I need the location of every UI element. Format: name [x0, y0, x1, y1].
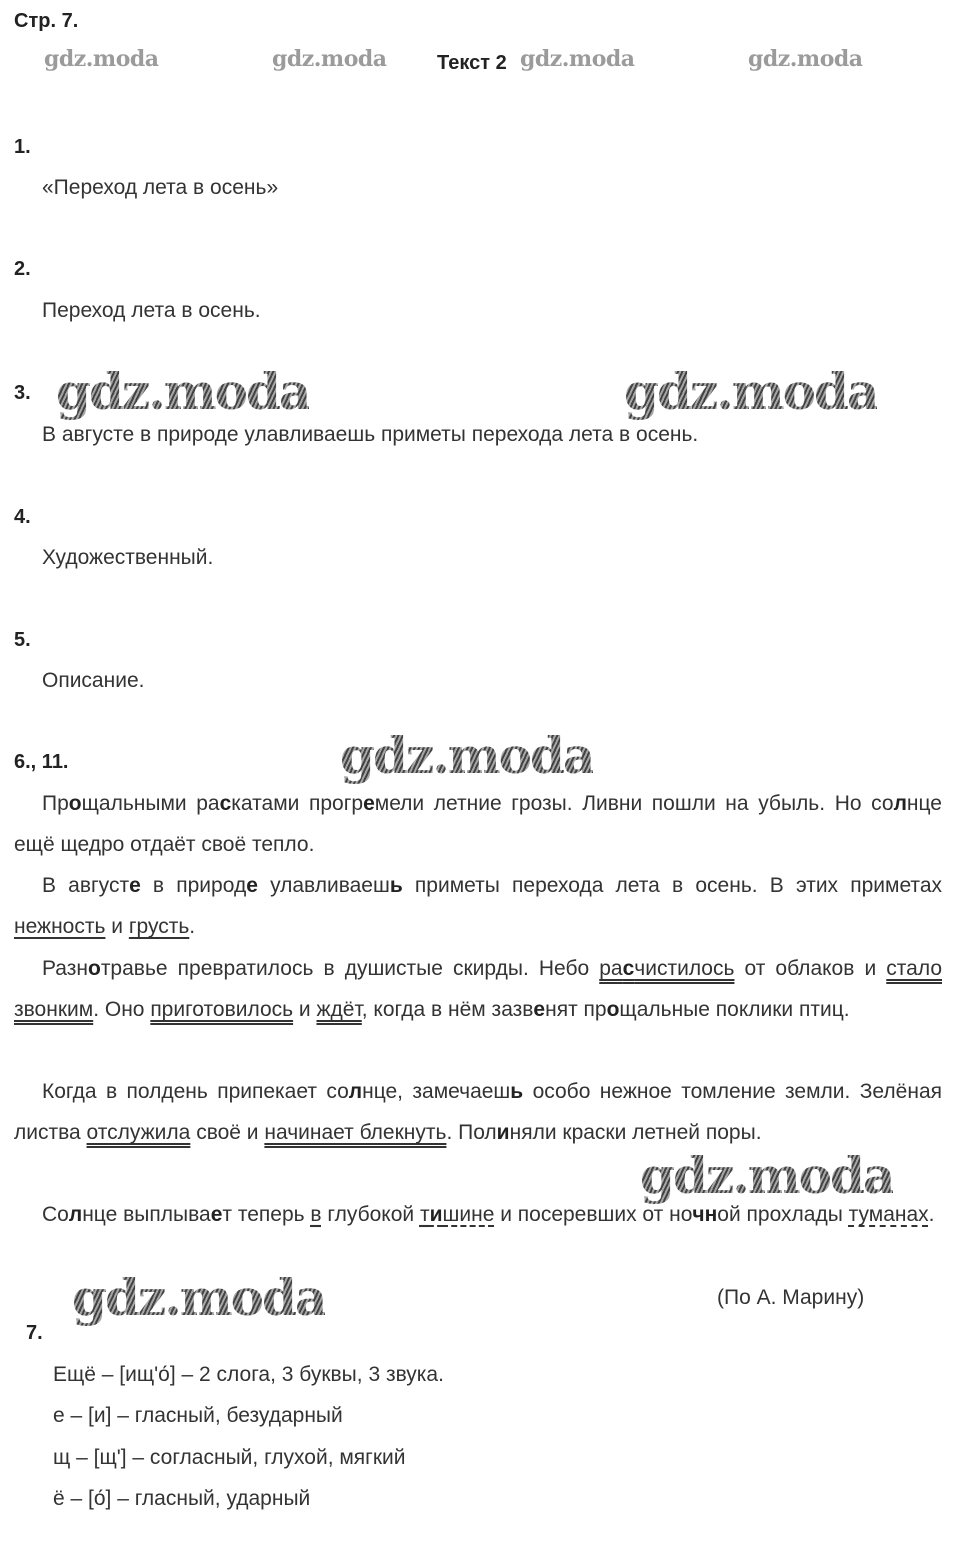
answer-text: Переход лета в осень.: [42, 299, 261, 322]
answer-number: 2.: [14, 258, 31, 280]
phonetic-line: щ – [щ'] – согласный, глухой, мягкий: [53, 1446, 406, 1469]
text-paragraph-4: Когда в полдень припекает солнце, замечаешь особо нежное томление земли. Зелёная листва отслужила своё и начинает блекнуть. Полиняли краски летней поры.: [14, 1080, 942, 1145]
watermark: gdz.moda: [72, 1268, 326, 1327]
answer-number: 5.: [14, 629, 31, 651]
watermark: gdz.moda: [520, 46, 635, 72]
watermark: gdz.moda: [340, 726, 594, 785]
answer-text: Художественный.: [42, 546, 214, 569]
answer-text: «Переход лета в осень»: [42, 176, 279, 199]
answer-number: 1.: [14, 136, 31, 158]
phonetic-line: е – [и] – гласный, безударный: [53, 1404, 343, 1427]
answer-text: Описание.: [42, 669, 145, 692]
answer-text: В августе в природе улавливаешь приметы перехода лета в осень.: [42, 423, 699, 446]
text-paragraph-5: Солнце выплывает теперь в глубокой тишине и посеревших от ночной прохлады туманах.: [42, 1203, 935, 1226]
answer-number: 6., 11.: [14, 751, 69, 773]
answer-number: 7.: [26, 1322, 43, 1344]
watermark: gdz.moda: [56, 362, 310, 421]
text-paragraph-3: Разнотравье превратилось в душистые скирды. Небо расчистилось от облаков и стало звонким. Оно приготовилось и ждёт, когда в нём зазвенят прощальные поклики птиц.: [14, 957, 942, 1022]
text-title: Текст 2: [437, 52, 507, 74]
watermark: gdz.moda: [272, 46, 387, 72]
watermark: gdz.moda: [624, 362, 878, 421]
phonetic-line: Ещё – [ищ'о́] – 2 слога, 3 буквы, 3 звука.: [53, 1363, 444, 1386]
phonetic-line: ё – [о́] – гласный, ударный: [53, 1487, 311, 1510]
author-attribution: (По А. Марину): [717, 1286, 865, 1309]
watermark: gdz.moda: [44, 46, 159, 72]
text-paragraph-1: Прощальными раскатами прогремели летние грозы. Ливни пошли на убыль. Но солнце ещё щедро отдаёт своё тепло.: [14, 792, 942, 857]
watermark: gdz.moda: [748, 46, 863, 72]
answer-number: 4.: [14, 506, 31, 528]
page-number: Стр. 7.: [14, 10, 79, 32]
text-paragraph-2: В августе в природе улавливаешь приметы перехода лета в осень. В этих приметах нежность и грусть.: [14, 874, 942, 939]
watermark: gdz.moda: [640, 1146, 894, 1205]
answer-number: 3.: [14, 382, 31, 404]
